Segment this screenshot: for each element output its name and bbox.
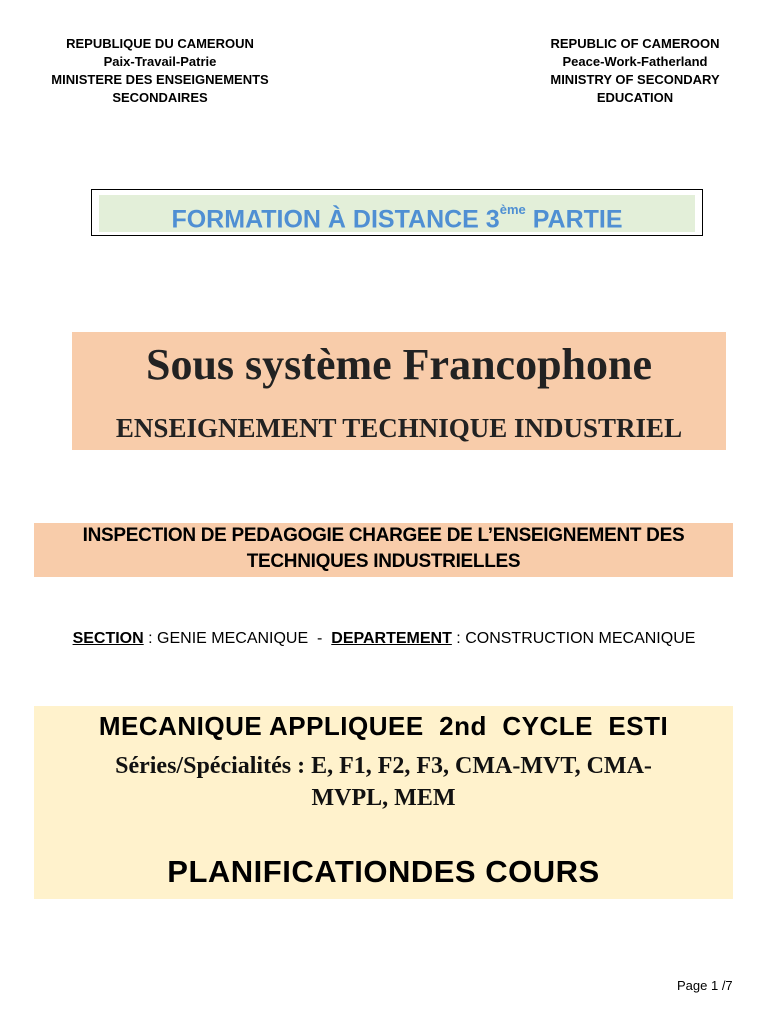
header-right-line: MINISTRY OF SECONDARY: [550, 72, 720, 87]
course-series-line: MVPL, MEM: [311, 785, 456, 811]
course-series: [34, 750, 733, 814]
header-left-line: MINISTERE DES ENSEIGNEMENTS: [51, 72, 269, 87]
department-label: DEPARTEMENT: [331, 630, 452, 647]
course-title: MECANIQUE APPLIQUEE 2nd CYCLE ESTI: [98, 711, 669, 741]
formation-superscript: ème: [499, 202, 526, 217]
header-left-line: Paix-Travail-Patrie: [103, 54, 217, 69]
course-planning-title: PLANIFICATIONDES COURS: [167, 854, 600, 889]
section-label: SECTION: [72, 630, 144, 647]
page-number: Page 1 /7: [677, 978, 733, 993]
inspection-banner: [34, 523, 733, 577]
header-left-line: REPUBLIQUE DU CAMEROUN: [66, 36, 254, 51]
header-left-line: SECONDAIRES: [112, 90, 208, 105]
inspection-line: TECHNIQUES INDUSTRIELLES: [246, 551, 521, 572]
formation-title: [99, 195, 695, 232]
formation-banner: [91, 189, 703, 236]
section-value: : GENIE MECANIQUE -: [143, 630, 332, 647]
header-right-line: REPUBLIC OF CAMEROON: [550, 36, 720, 51]
inspection-line: INSPECTION DE PEDAGOGIE CHARGEE DE L’ENSEIGNEMENT DES: [82, 525, 685, 546]
course-series-line: Séries/Spécialités : E, F1, F2, F3, CMA-MVT, CMA-: [115, 753, 652, 779]
subsystem-block: [72, 332, 726, 450]
header-right-line: Peace-Work-Fatherland: [562, 54, 708, 69]
department-value: : CONSTRUCTION MECANIQUE: [451, 630, 696, 647]
formation-suffix: PARTIE: [525, 205, 623, 234]
section-department-line: [0, 630, 768, 648]
subsystem-subtitle: ENSEIGNEMENT TECHNIQUE INDUSTRIEL: [115, 413, 683, 443]
header-right-line: EDUCATION: [596, 90, 674, 105]
header-left: [30, 35, 290, 107]
subsystem-title: Sous système Francophone: [145, 340, 653, 389]
formation-prefix: FORMATION À DISTANCE 3: [171, 205, 500, 234]
course-block: [34, 706, 733, 899]
header-right: [505, 35, 765, 107]
